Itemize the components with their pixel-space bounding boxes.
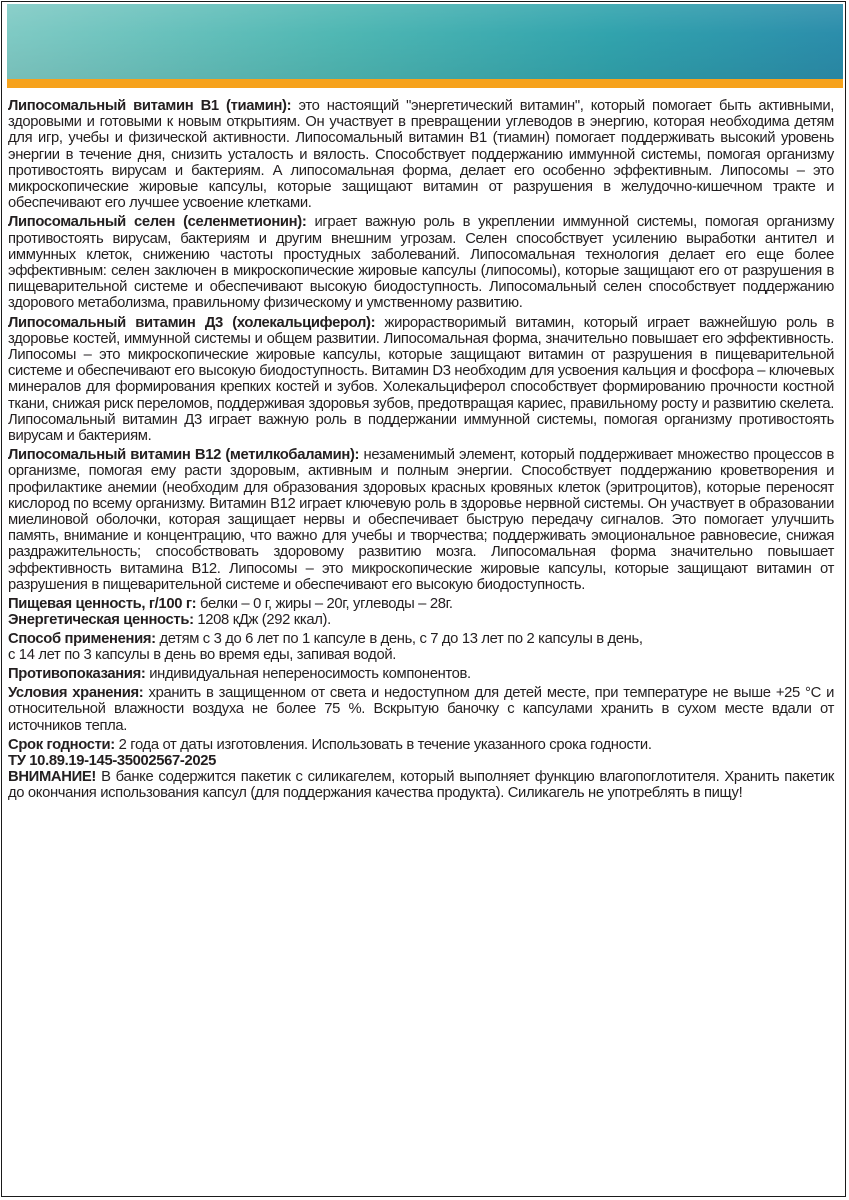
section-heading: Липосомальный витамин Д3 (холекальциферол): [8, 314, 376, 331]
nutrition-label: Пищевая ценность, г/100 г: [8, 596, 197, 613]
section-heading: Липосомальный селен (селенметионин): [8, 214, 307, 231]
shelf-life-value: 2 года от даты изготовления. Использовать в течение указанного срока годности. [114, 736, 652, 753]
section-text: жирорастворимый витамин, который играет важнейшую роль в здоровье костей, иммунной системы и общем развитии. Липосомальная форма, значительно повышает его эффективность. Липосомы – это микроскопические жировые капсулы, которые защищают витамин от разрушения в пищеварительной системе и обеспечивают его высокую биодоступность. Витамин D3 необходим для усвоения кальция и фосфора – ключевых минералов для формирования крепких костей и зубов. Холекальциферол способствует формированию прочности костной ткани, снижая риск переломов, поддерживая здоровья зубов, предотвращая кариес, правильному росту и развитию скелета. Липосомальный витамин Д3 играет важную роль в поддержании иммунной системы, помогая организму противостоять вирусам и бактериям. [8, 314, 834, 445]
section-selenium [8, 214, 834, 311]
nutrition-value: белки – 0 г, жиры – 20г, углеводы – 28г. [196, 596, 453, 613]
shelf-life-label: Срок годности: [8, 736, 115, 753]
storage-label: Условия хранения: [8, 685, 144, 702]
warning-label: ВНИМАНИЕ! [8, 769, 96, 786]
tu-code: ТУ 10.89.19-145-35002567-2025 [8, 752, 217, 769]
usage-value: детям с 3 до 6 лет по 1 капсуле в день, с 7 до 13 лет по 2 капсулы в день, [155, 630, 643, 647]
usage-label: Способ применения: [8, 630, 156, 647]
contraindications-label: Противопоказания: [8, 665, 146, 682]
label-text-block [8, 98, 834, 804]
section-heading: Липосомальный витамин В1 (тиамин): [8, 98, 292, 114]
storage-value: хранить в защищенном от света и недоступном для детей месте, при температуре не выше +25 °С и относительной влажности воздуха не более 75 %. Вскрытую баночку с капсулами хранить в сухом месте вдали от источников тепла. [8, 685, 834, 734]
section-text: играет важную роль в укреплении иммунной системы, помогая организму противостоять вирусам, бактериям и другим внешним угрозам. Селен способствует усилению выработки антител и иммунных клеток, снижению частоты простудных заболеваний. Липосомальная технология делает его еще более эффективным: селен заключен в микроскопические жировые капсулы (липосомы), которые защищают его от разрушения в пищеварительной системе и обеспечивают высокую биодоступность. Липосомальный селен способствует поддержанию здорового метаболизма, правильному физическому и умственному развитию. [8, 214, 834, 312]
shelf-life-info [8, 737, 834, 802]
usage-info [8, 631, 834, 663]
header-banner [7, 4, 843, 79]
section-vitamin-b12 [8, 447, 834, 593]
warning-value: В банке содержится пакетик с силикагелем, который выполняет функцию влагопоглотителя. Хранить пакетик до окончания использования капсул (для поддержания качества продукта). Силикагель не употреблять в пищу! [8, 769, 834, 802]
usage-value-line2: с 14 лет по 3 капсулы в день во время еды, запивая водой. [8, 646, 397, 663]
storage-info [8, 685, 834, 734]
energy-label: Энергетическая ценность: [8, 612, 194, 629]
accent-stripe [7, 79, 843, 88]
contraindications-info [8, 666, 834, 682]
energy-value: 1208 кДж (292 ккал). [193, 612, 331, 629]
section-text: незаменимый элемент, который поддерживает множество процессов в организме, помогая ему расти здоровым, активным и полным энергии. Способствует поддержанию кроветворения и профилактике анемии (необходим для образования здоровых красных кровяных клеток (эритроцитов), которые переносят кислород по всему организму. Витамин В12 играет ключевую роль в здоровье нервной системы. Он участвует в образовании миелиновой оболочки, которая защищает нервы и обеспечивает быструю передачу сигналов. Это помогает улучшить память, внимание и концентрацию, что важно для учебы и творчества; поддерживать эмоциональное равновесие, снижая раздражительность; способствовать здоровому развитию мозга. Липосомальная форма значительно повышает эффективность витамина В12. Липосомы – это микроскопические жировые капсулы, которые защищают витамин от разрушения в пищеварительной системе и обеспечивают его высокую биодоступность. [8, 447, 834, 593]
nutrition-facts [8, 596, 834, 628]
section-vitamin-d3 [8, 315, 834, 445]
section-text: это настоящий "энергетический витамин", который помогает быть активными, здоровыми и готовыми к новым открытиям. Он участвует в превращении углеводов в энергию, которая необходима детям для игр, учебы и физической активности. Липосомальный витамин В1 (тиамин) помогает поддерживать высокий уровень энергии в течение дня, снизить усталость и вялость. Способствует поддержанию иммунной системы, помогая организму противостоять вирусам и бактериям. А липосомальная форма, делает его особенно эффективным. Липосомы – это микроскопические жировые капсулы, которые защищают витамин от разрушения в желудочно-кишечном тракте и обеспечивают его лучшее усвоение клетками. [8, 98, 834, 212]
section-heading: Липосомальный витамин В12 (метилкобаламин): [8, 447, 360, 464]
contraindications-value: индивидуальная непереносимость компонентов. [145, 665, 471, 682]
section-vitamin-b1 [8, 98, 834, 211]
